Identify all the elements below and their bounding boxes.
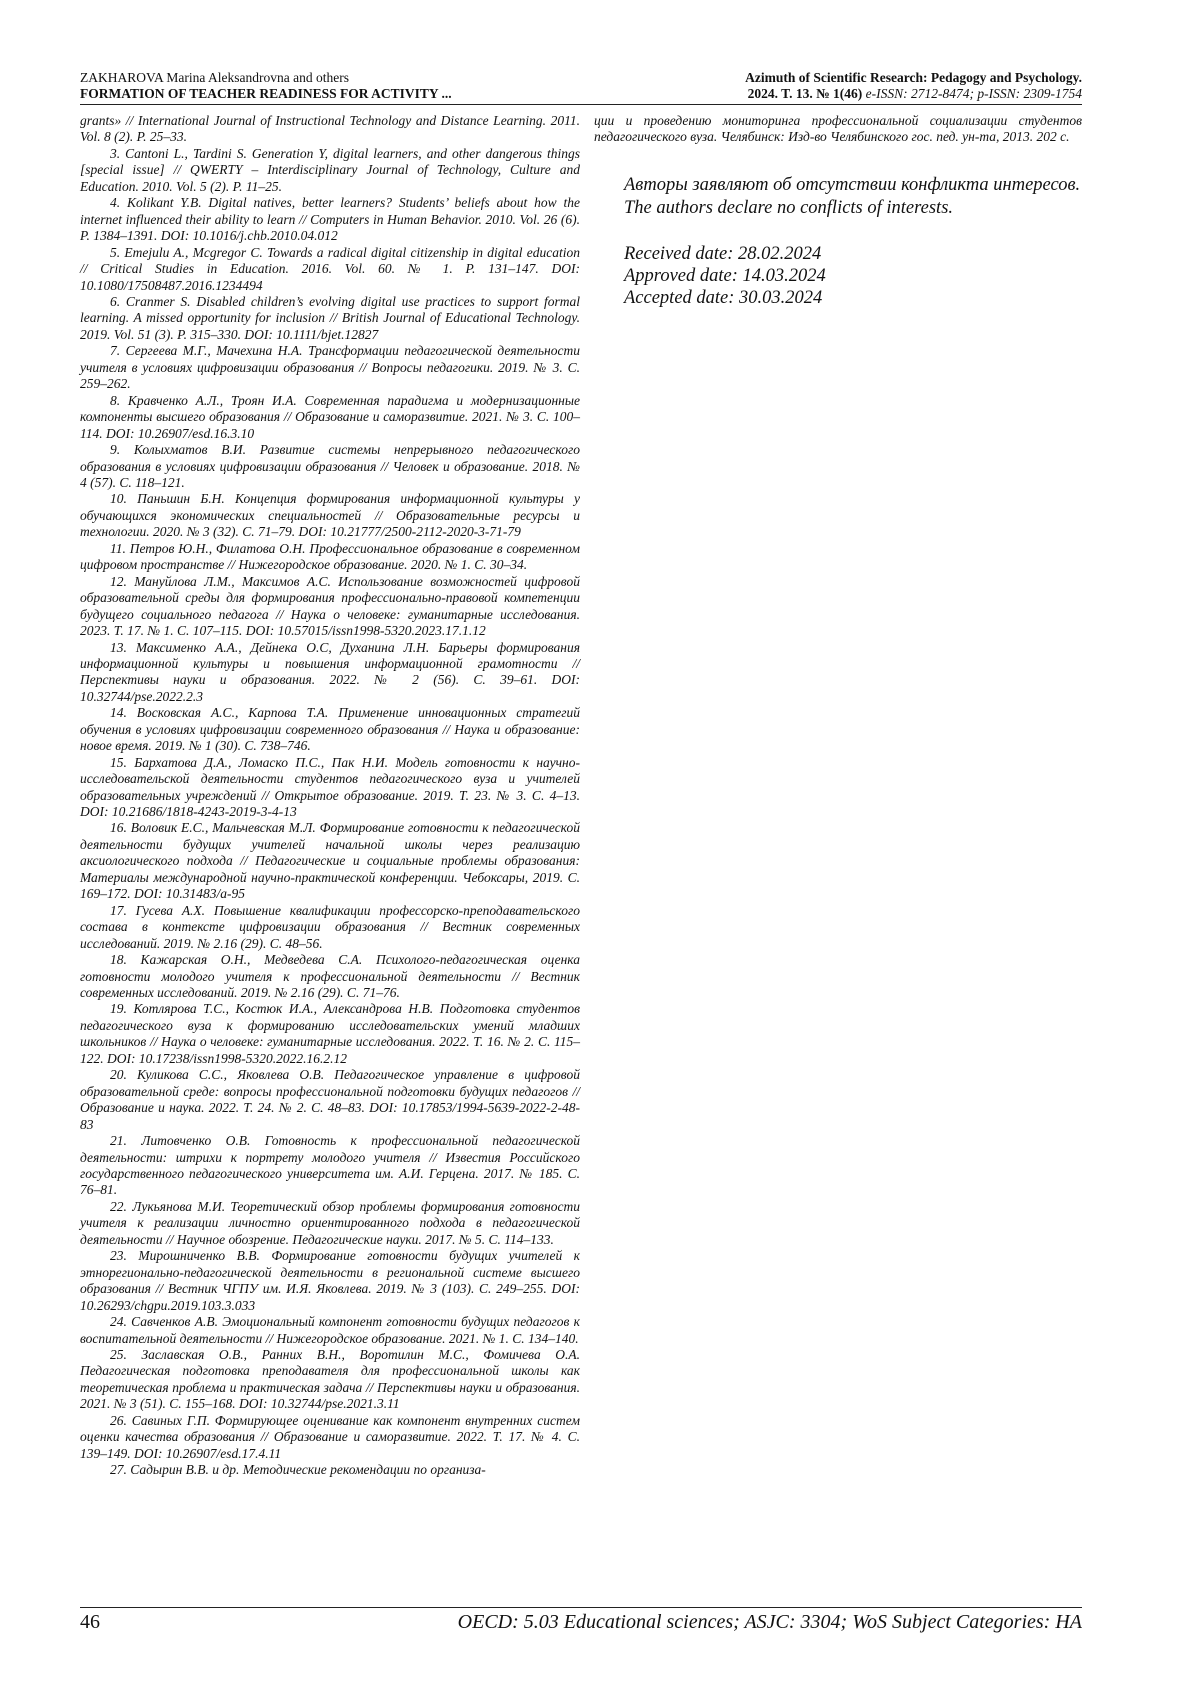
conflict-statement-ru: Авторы заявляют об отсутствии конфликта интересов. <box>624 174 1081 195</box>
reference-item: 10. Паньшин Б.Н. Концепция формирования информационной культуры у обучающихся экономических специальностей // Образовательные ресурсы и технологии. 2020. № 3 (32). С. 71–79. DOI: 10.21777/2500-2112-2020-3-71-79 <box>80 491 580 540</box>
header-issn: e-ISSN: 2712-8474; p-ISSN: 2309-1754 <box>862 86 1082 101</box>
received-date: Received date: 28.02.2024 <box>624 243 822 264</box>
page-header <box>80 70 1082 104</box>
header-author: ZAKHAROVA Marina Aleksandrovna and others <box>80 70 349 85</box>
reference-item: 3. Cantoni L., Tardini S. Generation Y, digital learners, and other dangerous things [special issue] // QWERTY – Interdisciplinary Journal of Technology, Culture and Education. 2010. Vol. 5 (2). P. 11–25. <box>80 145 580 194</box>
footer-rule <box>80 1607 1082 1608</box>
reference-item: 5. Emejulu A., Mcgregor C. Towards a radical digital citizenship in digital education // Critical Studies in Education. 2016. Vol. 60. № 1. P. 131–147. DOI: 10.1080/17508487.2016.1234494 <box>80 244 580 293</box>
reference-item: 13. Максименко А.А., Дейнека О.С, Духанина Л.Н. Барьеры формирования информационной культуры и повышения информационной грамотности // Перспективы науки и образования. 2022. № 2 (56). С. 39–61. DOI: 10.32744/pse.2022.2.3 <box>80 639 580 704</box>
reference-continuation: grants» // International Journal of Instructional Technology and Distance Learning. 2011. Vol. 8 (2). P. 25–33. <box>80 113 580 145</box>
page-footer <box>80 1611 1082 1637</box>
reference-item: 7. Сергеева М.Г., Мачехина Н.А. Трансформации педагогической деятельности учителя в условиях цифровизации образования // Вопросы педагогики. 2019. № 3. С. 259–262. <box>80 343 580 392</box>
article-dates <box>594 243 1082 309</box>
reference-item: 6. Cranmer S. Disabled children’s evolving digital use practices to support formal learning. A missed opportunity for inclusion // British Journal of Educational Technology. 2019. Vol. 51 (3). P. 315–330. DOI: 10.1111/bjet.12827 <box>80 293 580 342</box>
reference-item: 22. Лукьянова М.И. Теоретический обзор проблемы формирования готовности учителя к реализации личностно ориентированного подхода в педагогической деятельности // Научное обозрение. Педагогические науки. 2017. № 5. С. 114–133. <box>80 1198 580 1247</box>
reference-item: 27. Садырин В.В. и др. Методические рекомендации по организа- <box>110 1462 486 1478</box>
right-column <box>594 113 1082 309</box>
references-left-column <box>80 113 580 1479</box>
reference-item: 26. Савиных Г.П. Формирующее оценивание как компонент внутренних систем оценки качества образования // Образование и саморазвитие. 2022. Т. 17. № 4. С. 139–149. DOI: 10.26907/esd.17.4.11 <box>80 1412 580 1461</box>
reference-item: 25. Заславская О.В., Ранних В.Н., Воротилин М.С., Фомичева О.А. Педагогическая подготовка преподавателя для профессиональной школы как теоретическая проблема и практическая задача // Перспективы науки и образования. 2021. № 3 (51). С. 155–168. DOI: 10.32744/pse.2021.3.11 <box>80 1346 580 1412</box>
reference-list <box>80 146 580 1479</box>
reference-27-continuation: ции и проведению мониторинга профессиональной социализации студентов педагогического вуза. Челябинск: Изд-во Челябинского гос. пед. ун-та, 2013. 202 с. <box>594 113 1082 145</box>
subject-classification: OECD: 5.03 Educational sciences; ASJC: 3304; WoS Subject Categories: HA <box>457 1611 1082 1633</box>
header-volume: 2024. T. 13. № 1(46) <box>747 86 863 101</box>
header-article-title: FORMATION OF TEACHER READINESS FOR ACTIVITY ... <box>80 86 452 101</box>
reference-item: 21. Литовченко О.В. Готовность к профессиональной педагогической деятельности: штрихи к портрету молодого учителя // Известия Российского государственного педагогического университета им. А.И. Герцена. 2017. № 185. С. 76–81. <box>80 1133 580 1198</box>
conflict-statement-en: The authors declare no conflicts of interests. <box>624 197 954 218</box>
reference-item: 19. Котлярова Т.С., Костюк И.А., Александрова Н.В. Подготовка студентов педагогического вуза к формированию исследовательских умений младших школьников // Наука о человеке: гуманитарные исследования. 2022. Т. 16. № 2. С. 115–122. DOI: 10.17238/issn1998-5320.2022.16.2.12 <box>80 1001 580 1066</box>
header-left <box>80 70 452 102</box>
header-right <box>745 70 1082 102</box>
header-rule <box>80 104 1082 105</box>
reference-item: 15. Бархатова Д.А., Ломаско П.С., Пак Н.И. Модель готовности к научно-исследовательской деятельности студентов педагогического вуза и учителей образовательных учреждений // Открытое образование. 2019. Т. 23. № 3. С. 4–13. DOI: 10.21686/1818-4243-2019-3-4-13 <box>80 754 580 820</box>
reference-item: 23. Мирошниченко В.В. Формирование готовности будущих учителей к этнорегионально-педагогической деятельности в региональной системе высшего образования // Вестник ЧГПУ им. И.Я. Яковлева. 2019. № 3 (103). С. 249–255. DOI: 10.26293/chgpu.2019.103.3.033 <box>80 1248 580 1313</box>
header-journal: Azimuth of Scientific Research: Pedagogy and Psychology. <box>745 70 1082 85</box>
approved-date: Approved date: 14.03.2024 <box>624 265 826 286</box>
reference-item: 12. Мануйлова Л.М., Максимов А.С. Использование возможностей цифровой образовательной среды для формирования профессионально-правовой компетенции будущего социального педагога // Наука о человеке: гуманитарные исследования. 2023. Т. 17. № 1. С. 107–115. DOI: 10.57015/issn1998-5320.2023.17.1.12 <box>80 573 580 639</box>
reference-item: 8. Кравченко А.Л., Троян И.А. Современная парадигма и модернизационные компоненты высшего образования // Образование и саморазвитие. 2021. № 3. С. 100–114. DOI: 10.26907/esd.16.3.10 <box>80 392 580 441</box>
reference-item: 16. Воловик Е.С., Мальчевская М.Л. Формирование готовности к педагогической деятельности будущих учителей начальной школы через реализацию аксиологического подхода // Педагогические и социальные проблемы образования: Материалы международной научно-практической конференции. Чебоксары, 2019. С. 169–172. DOI: 10.31483/a-95 <box>80 820 580 902</box>
reference-item: 17. Гусева А.Х. Повышение квалификации профессорско-преподавательского состава в контексте цифровизации образования // Вестник современных исследований. 2019. № 2.16 (29). С. 48–56. <box>80 902 580 951</box>
reference-item: 24. Савченков А.В. Эмоциональный компонент готовности будущих педагогов к воспитательной деятельности // Нижегородское образование. 2021. № 1. С. 134–140. <box>80 1314 580 1346</box>
accepted-date: Accepted date: 30.03.2024 <box>624 287 823 308</box>
reference-item: 14. Восковская А.С., Карпова Т.А. Применение инновационных стратегий обучения в условиях цифровизации современного образования // Наука и образование: новое время. 2019. № 1 (30). С. 738–746. <box>80 705 580 754</box>
page-number: 46 <box>80 1611 100 1633</box>
reference-item: 9. Колыхматов В.И. Развитие системы непрерывного педагогического образования в условиях цифровизации образования // Человек и образование. 2018. № 4 (57). С. 118–121. <box>80 442 580 490</box>
reference-item: 18. Кажарская О.Н., Медведева С.А. Психолого-педагогическая оценка готовности молодого учителя к профессиональной деятельности // Вестник современных исследований. 2019. № 2.16 (29). С. 71–76. <box>80 952 580 1001</box>
reference-item: 11. Петров Ю.Н., Филатова О.Н. Профессиональное образование в современном цифровом пространстве // Нижегородское образование. 2020. № 1. С. 30–34. <box>80 540 580 573</box>
reference-item: 4. Kolikant Y.B. Digital natives, better learners? Students’ beliefs about how the internet influenced their ability to learn // Computers in Human Behavior. 2010. Vol. 26 (6). P. 1384–1391. DOI: 10.1016/j.chb.2010.04.012 <box>80 195 580 244</box>
reference-item: 20. Куликова С.С., Яковлева О.В. Педагогическое управление в цифровой образовательной среде: вопросы профессиональной подготовки будущих педагогов // Образование и наука. 2022. Т. 24. № 2. С. 48–83. DOI: 10.17853/1994-5639-2022-2-48-83 <box>80 1067 580 1132</box>
